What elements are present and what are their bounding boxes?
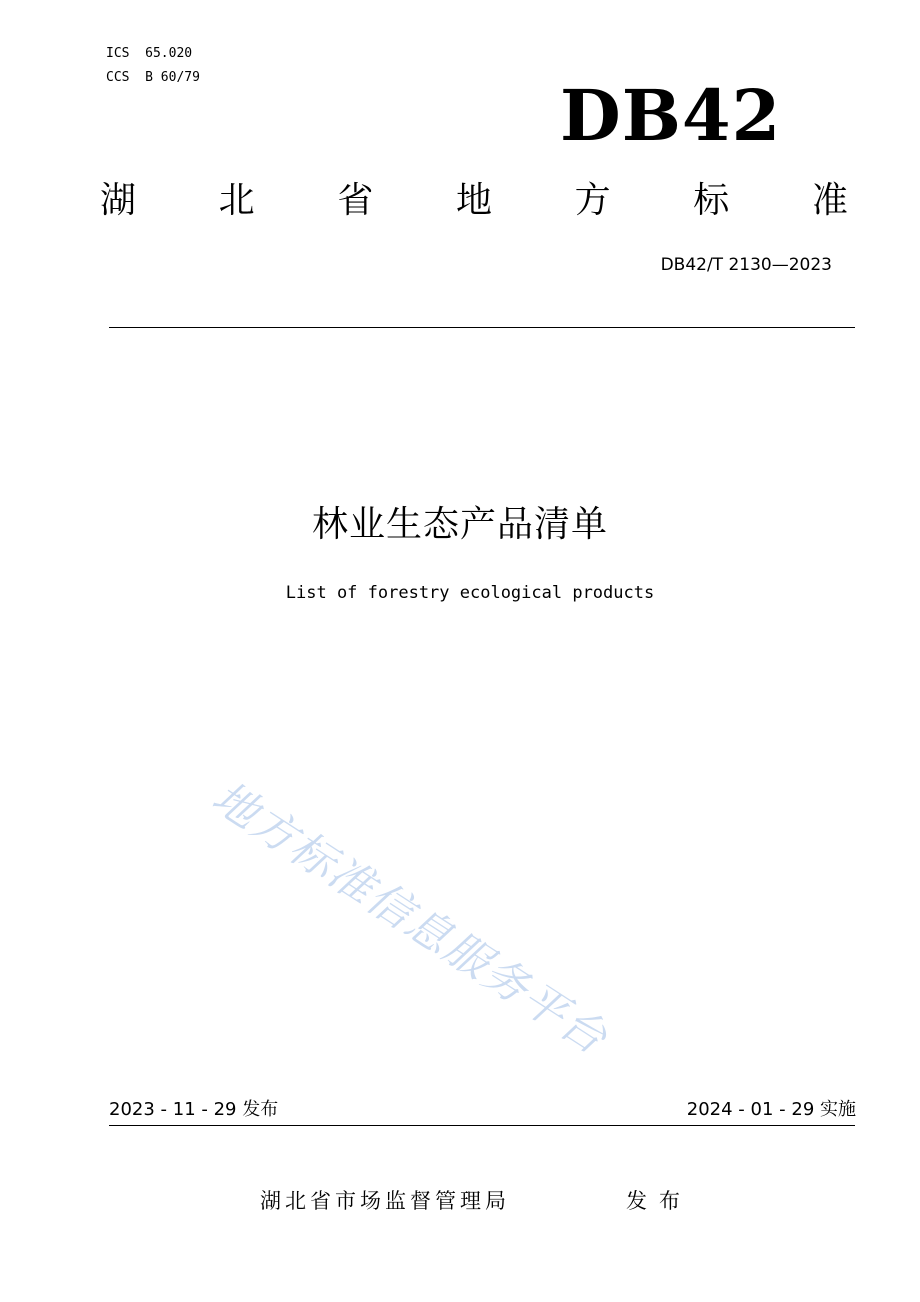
standard-number: DB42/T 2130—2023 [660, 255, 832, 275]
bottom-divider [109, 1125, 855, 1126]
title-char: 北 [218, 180, 255, 221]
implement-date: 2024 - 01 - 29 实施 [686, 1099, 856, 1120]
publish-date: 2023 - 11 - 29 发布 [109, 1099, 279, 1120]
title-char: 湖 [100, 180, 137, 221]
top-divider [109, 327, 855, 328]
document-title-cn: 林业生态产品清单 [311, 504, 608, 545]
watermark: 地方标准信息服务平台 [203, 771, 617, 1065]
title-char: 准 [811, 180, 848, 221]
standard-category-title [100, 176, 848, 226]
ccs-code: CCS B 60/79 [106, 70, 200, 85]
title-char: 省 [337, 180, 374, 221]
ics-code: ICS 65.020 [106, 46, 193, 61]
title-char: 标 [693, 180, 730, 221]
document-title-en: List of forestry ecological products [285, 583, 655, 603]
title-char: 方 [574, 180, 611, 221]
title-char: 地 [455, 180, 492, 221]
issuing-action: 发布 [626, 1189, 692, 1213]
issuing-authority: 湖北省市场监督管理局 [260, 1189, 510, 1213]
db-mark: DB42 [560, 74, 782, 157]
